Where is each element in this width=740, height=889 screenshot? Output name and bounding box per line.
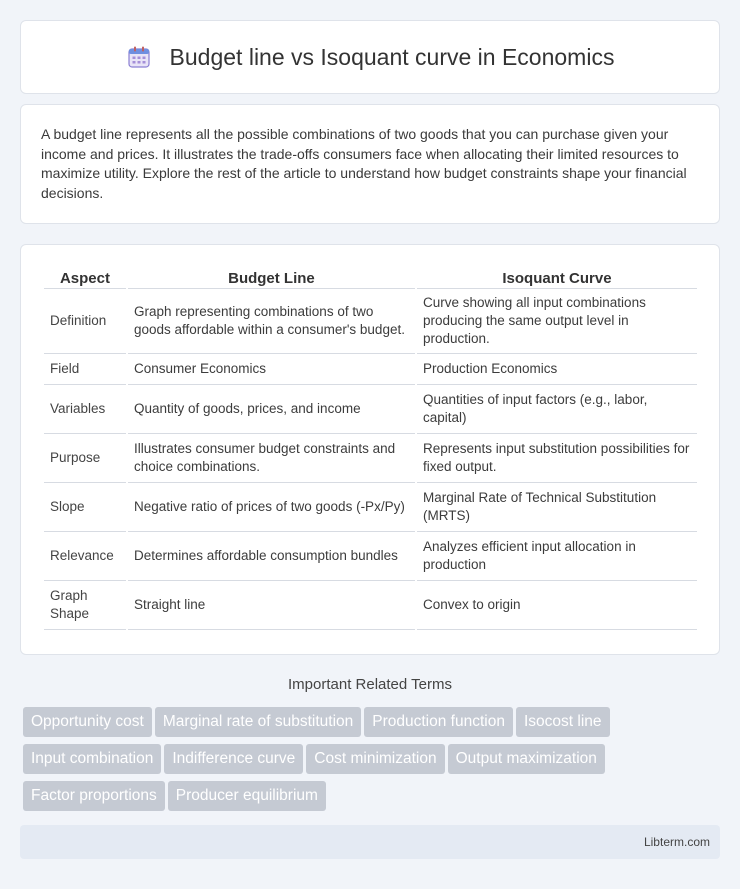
table-cell: Consumer Economics (128, 354, 415, 385)
table-cell-aspect: Purpose (44, 434, 126, 483)
table-row (44, 581, 697, 630)
table-cell-aspect: Field (44, 354, 126, 385)
tag-cost-minimization[interactable]: Cost minimization (306, 744, 444, 774)
table-cell: Quantities of input factors (e.g., labor, capital) (417, 385, 697, 434)
table-cell-aspect: Slope (44, 483, 126, 532)
table-cell-aspect: Variables (44, 385, 126, 434)
table-cell-aspect: Definition (44, 289, 126, 354)
table-cell: Represents input substitution possibilities for fixed output. (417, 434, 697, 483)
table-row (44, 434, 697, 483)
table-row (44, 354, 697, 385)
table-cell-aspect: Graph Shape (44, 581, 126, 630)
table-cell: Curve showing all input combinations producing the same output level in production. (417, 289, 697, 354)
comparison-card (20, 244, 720, 655)
tag-isocost-line[interactable]: Isocost line (516, 707, 610, 737)
header-budget-line: Budget Line (128, 265, 415, 289)
tag-opportunity-cost[interactable]: Opportunity cost (23, 707, 152, 737)
tag-indifference-curve[interactable]: Indifference curve (164, 744, 303, 774)
tag-output-maximization[interactable]: Output maximization (448, 744, 605, 774)
table-row (44, 289, 697, 354)
table-cell-aspect: Relevance (44, 532, 126, 581)
related-terms-list (23, 707, 723, 818)
tag-producer-equilibrium[interactable]: Producer equilibrium (168, 781, 326, 811)
tag-input-combination[interactable]: Input combination (23, 744, 161, 774)
footer-site-link[interactable]: Libterm.com (643, 835, 710, 849)
table-cell: Determines affordable consumption bundles (128, 532, 415, 581)
table-cell: Production Economics (417, 354, 697, 385)
tag-marginal-rate-of-substitution[interactable]: Marginal rate of substitution (155, 707, 361, 737)
intro-card (20, 104, 720, 224)
footer (20, 825, 720, 859)
table-row (44, 483, 697, 532)
table-cell: Quantity of goods, prices, and income (128, 385, 415, 434)
tag-production-function[interactable]: Production function (364, 707, 513, 737)
page-title: Budget line vs Isoquant curve in Economics (169, 43, 615, 70)
intro-text: A budget line represents all the possible combinations of two goods that you can purchase given your income and prices. It illustrates the trade-offs consumers face when allocating their limited resources to maximize utility. Explore the rest of the article to understand how budget constraints shape your financial decisions. (41, 126, 687, 201)
header-isoquant-curve: Isoquant Curve (417, 265, 697, 289)
table-row (44, 385, 697, 434)
table-cell: Illustrates consumer budget constraints and choice combinations. (128, 434, 415, 483)
table-header-row (44, 265, 697, 289)
table-cell: Convex to origin (417, 581, 697, 630)
calendar-icon (126, 44, 152, 70)
table-cell: Marginal Rate of Technical Substitution (MRTS) (417, 483, 697, 532)
table-cell: Negative ratio of prices of two goods (-Px/Py) (128, 483, 415, 532)
tag-factor-proportions[interactable]: Factor proportions (23, 781, 165, 811)
header-card (20, 20, 720, 94)
comparison-table (42, 265, 699, 630)
table-cell: Analyzes efficient input allocation in production (417, 532, 697, 581)
table-row (44, 532, 697, 581)
header-aspect: Aspect (44, 265, 126, 289)
table-cell: Graph representing combinations of two goods affordable within a consumer's budget. (128, 289, 415, 354)
related-terms-title: Important Related Terms (288, 676, 452, 693)
table-cell: Straight line (128, 581, 415, 630)
